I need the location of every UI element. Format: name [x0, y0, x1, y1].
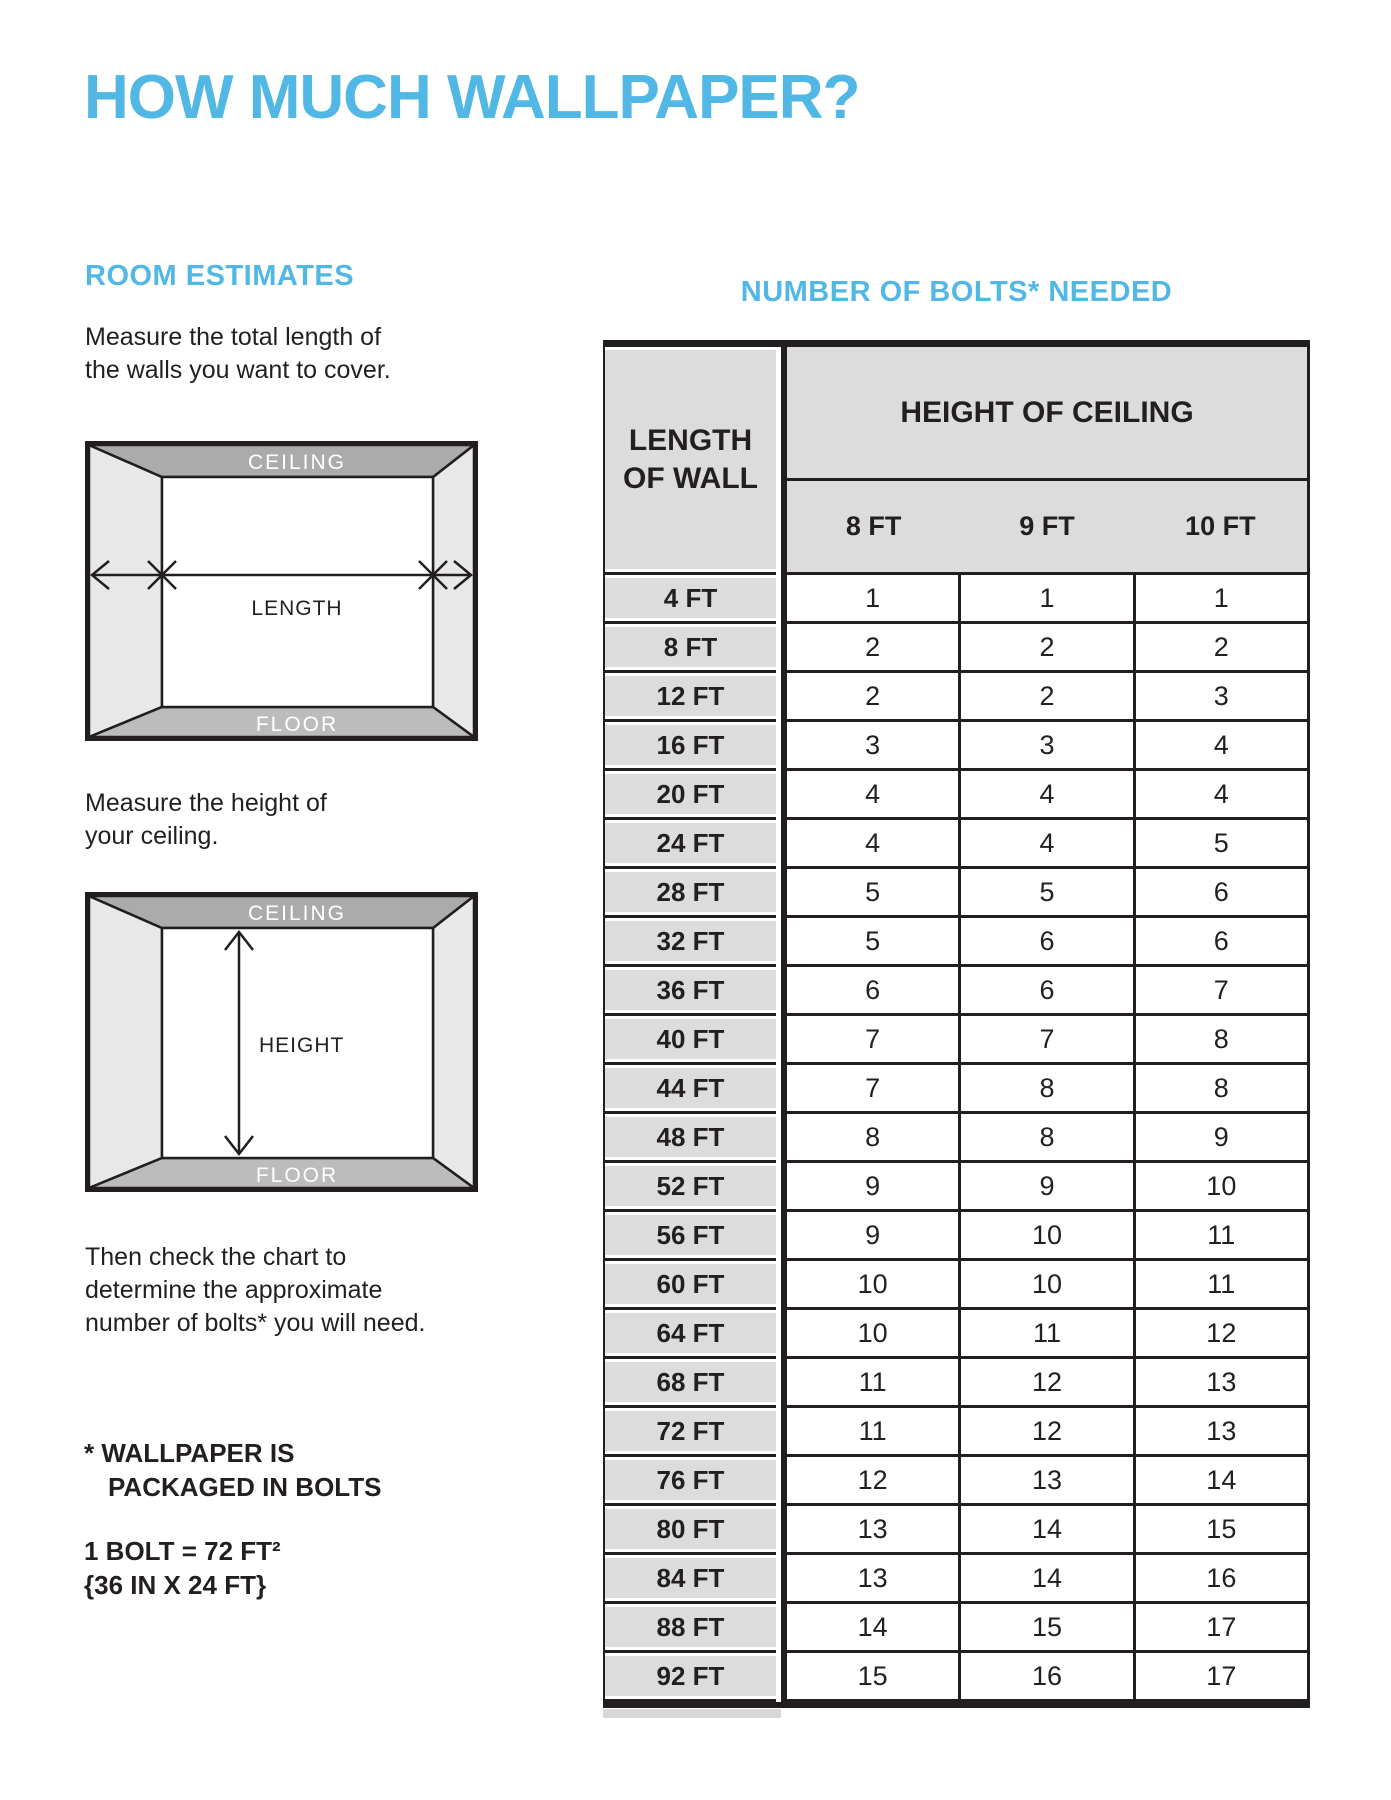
floor-label: FLOOR [255, 713, 339, 736]
footnote-wallpaper-bolts [84, 1436, 381, 1504]
bolt-count-cell: 16 [958, 1653, 1132, 1702]
table-row [603, 624, 1307, 673]
bolt-count-cell: 9 [1133, 1114, 1307, 1163]
column-header-9ft: 9 FT [960, 481, 1133, 575]
bolt-count-cell: 17 [1133, 1653, 1307, 1702]
row-length-label: 52 FT [603, 1163, 776, 1212]
row-length-label: 24 FT [603, 820, 776, 869]
bolt-count-cell: 4 [1133, 722, 1307, 771]
row-length-label: 64 FT [603, 1310, 776, 1359]
table-row [603, 1163, 1307, 1212]
table-row [603, 1310, 1307, 1359]
row-length-label: 12 FT [603, 673, 776, 722]
bolt-count-cell: 17 [1133, 1604, 1307, 1653]
row-length-label: 68 FT [603, 1359, 776, 1408]
table-heading-bolts-needed: NUMBER OF BOLTS* NEEDED [740, 276, 1173, 308]
row-length-label: 72 FT [603, 1408, 776, 1457]
bolt-count-cell: 14 [787, 1604, 958, 1653]
table-row [603, 967, 1307, 1016]
room-diagram-height [85, 892, 478, 1192]
bolt-count-cell: 12 [958, 1359, 1132, 1408]
footnote-line: PACKAGED IN BOLTS [108, 1472, 382, 1502]
bolt-count-cell: 15 [787, 1653, 958, 1702]
table-row [603, 1359, 1307, 1408]
bolt-count-cell: 11 [958, 1310, 1132, 1359]
bolt-count-cell: 3 [1133, 673, 1307, 722]
bolt-count-cell: 9 [787, 1212, 958, 1261]
bolt-count-cell: 11 [787, 1408, 958, 1457]
bolt-count-cell: 14 [958, 1555, 1132, 1604]
height-of-ceiling-header: HEIGHT OF CEILING [787, 347, 1307, 481]
bolt-count-cell: 5 [1133, 820, 1307, 869]
paragraph-line: the walls you want to cover. [85, 356, 391, 384]
ceiling-label: CEILING [247, 451, 347, 474]
bolt-count-cell: 3 [958, 722, 1132, 771]
length-of-wall-header [603, 347, 776, 575]
row-length-label: 80 FT [603, 1506, 776, 1555]
bolt-count-cell: 13 [958, 1457, 1132, 1506]
bolt-count-cell: 10 [958, 1212, 1132, 1261]
row-length-label: 20 FT [603, 771, 776, 820]
table-bottom-shadow [603, 1709, 781, 1718]
paragraph-measure-length [85, 321, 391, 387]
bolt-count-cell: 7 [958, 1016, 1132, 1065]
bolt-count-cell: 14 [1133, 1457, 1307, 1506]
bolt-count-cell: 1 [1133, 575, 1307, 624]
paragraph-check-chart [85, 1241, 425, 1340]
bolt-count-cell: 9 [787, 1163, 958, 1212]
row-length-label: 40 FT [603, 1016, 776, 1065]
bolt-count-cell: 13 [787, 1555, 958, 1604]
bolt-count-cell: 4 [958, 771, 1132, 820]
column-header-10ft: 10 FT [1134, 481, 1307, 575]
bolt-count-cell: 8 [787, 1114, 958, 1163]
bolt-count-cell: 2 [1133, 624, 1307, 673]
length-label: LENGTH [251, 597, 343, 620]
page-title: HOW MUCH WALLPAPER? [84, 63, 860, 132]
bolt-count-cell: 8 [1133, 1016, 1307, 1065]
footnote-text: WALLPAPER IS [101, 1438, 295, 1468]
table-row [603, 1555, 1307, 1604]
bolt-count-cell: 15 [1133, 1506, 1307, 1555]
column-header-8ft: 8 FT [787, 481, 960, 575]
table-row [603, 1457, 1307, 1506]
row-length-label: 84 FT [603, 1555, 776, 1604]
bolt-count-cell: 10 [787, 1310, 958, 1359]
bolt-count-cell: 8 [1133, 1065, 1307, 1114]
bolt-count-cell: 5 [787, 869, 958, 918]
bolt-count-cell: 13 [787, 1506, 958, 1555]
row-length-label: 32 FT [603, 918, 776, 967]
row-length-label: 76 FT [603, 1457, 776, 1506]
bolt-spec-line: 1 BOLT = 72 FT² [84, 1536, 281, 1566]
paragraph-line: your ceiling. [85, 822, 219, 850]
table-row [603, 1065, 1307, 1114]
row-length-label: 16 FT [603, 722, 776, 771]
paragraph-line: Measure the height of [85, 789, 327, 817]
bolts-table [603, 340, 1310, 1708]
bolt-count-cell: 2 [787, 673, 958, 722]
bolt-count-cell: 12 [1133, 1310, 1307, 1359]
bolt-count-cell: 13 [1133, 1408, 1307, 1457]
bolt-count-cell: 2 [958, 624, 1132, 673]
right-wall [433, 445, 474, 737]
row-length-label: 8 FT [603, 624, 776, 673]
row-length-label: 44 FT [603, 1065, 776, 1114]
table-row [603, 918, 1307, 967]
bolt-count-cell: 12 [787, 1457, 958, 1506]
header-line: LENGTH [628, 423, 753, 457]
height-label: HEIGHT [259, 1034, 345, 1057]
left-wall [89, 445, 162, 737]
table-row [603, 722, 1307, 771]
table-row [603, 1261, 1307, 1310]
bolt-count-cell: 16 [1133, 1555, 1307, 1604]
row-length-label: 4 FT [603, 575, 776, 624]
bolt-spec-line: {36 IN X 24 FT} [84, 1570, 267, 1600]
left-wall [89, 896, 162, 1188]
bolt-count-cell: 10 [958, 1261, 1132, 1310]
table-header [603, 347, 1307, 575]
bolt-count-cell: 8 [958, 1065, 1132, 1114]
bolt-count-cell: 1 [958, 575, 1132, 624]
bolt-count-cell: 6 [1133, 918, 1307, 967]
floor-label: FLOOR [255, 1164, 339, 1187]
paragraph-line: Then check the chart to [85, 1243, 347, 1271]
bolts-table-body [603, 575, 1307, 1702]
room-diagram-length [85, 441, 478, 741]
bolt-count-cell: 1 [787, 575, 958, 624]
paragraph-measure-height [85, 787, 327, 853]
bolt-count-cell: 4 [787, 820, 958, 869]
row-length-label: 56 FT [603, 1212, 776, 1261]
bolt-count-cell: 2 [958, 673, 1132, 722]
table-row [603, 673, 1307, 722]
bolt-count-cell: 4 [1133, 771, 1307, 820]
bolt-count-cell: 15 [958, 1604, 1132, 1653]
bolt-count-cell: 9 [958, 1163, 1132, 1212]
row-length-label: 28 FT [603, 869, 776, 918]
bolt-count-cell: 5 [787, 918, 958, 967]
bolt-count-cell: 11 [787, 1359, 958, 1408]
bolt-count-cell: 2 [787, 624, 958, 673]
bolt-count-cell: 6 [958, 967, 1132, 1016]
table-row [603, 1016, 1307, 1065]
bolt-count-cell: 7 [787, 1065, 958, 1114]
paragraph-line: determine the approximate [85, 1276, 383, 1304]
row-length-label: 92 FT [603, 1653, 776, 1702]
bolt-count-cell: 14 [958, 1506, 1132, 1555]
table-row [603, 1604, 1307, 1653]
bolt-count-cell: 11 [1133, 1212, 1307, 1261]
ceiling-subheader-row [787, 481, 1307, 575]
bolt-count-cell: 10 [787, 1261, 958, 1310]
header-line: OF WALL [623, 461, 758, 495]
table-row [603, 1212, 1307, 1261]
footnote-line [84, 1436, 381, 1470]
table-row [603, 1114, 1307, 1163]
table-row [603, 575, 1307, 624]
paragraph-line: Measure the total length of [85, 323, 382, 351]
row-length-label: 36 FT [603, 967, 776, 1016]
row-length-label: 60 FT [603, 1261, 776, 1310]
bolt-count-cell: 7 [1133, 967, 1307, 1016]
bolt-count-cell: 4 [787, 771, 958, 820]
bolt-count-cell: 3 [787, 722, 958, 771]
asterisk: * [84, 1438, 95, 1468]
row-length-label: 88 FT [603, 1604, 776, 1653]
right-wall [433, 896, 474, 1188]
bolt-count-cell: 5 [958, 869, 1132, 918]
bolt-count-cell: 11 [1133, 1261, 1307, 1310]
ceiling-header-block [787, 347, 1307, 575]
row-length-label: 48 FT [603, 1114, 776, 1163]
bolt-count-cell: 7 [787, 1016, 958, 1065]
bolt-size-spec [84, 1534, 281, 1602]
table-row [603, 820, 1307, 869]
bolt-count-cell: 8 [958, 1114, 1132, 1163]
table-row [603, 1653, 1307, 1702]
bolt-count-cell: 10 [1133, 1163, 1307, 1212]
bolt-count-cell: 12 [958, 1408, 1132, 1457]
bolt-count-cell: 6 [958, 918, 1132, 967]
paragraph-line: number of bolts* you will need. [85, 1309, 426, 1337]
section-heading-room-estimates: ROOM ESTIMATES [85, 260, 355, 292]
back-wall [162, 477, 433, 707]
ceiling-label: CEILING [247, 902, 347, 925]
table-row [603, 1506, 1307, 1555]
bolt-count-cell: 6 [787, 967, 958, 1016]
table-row [603, 1408, 1307, 1457]
bolt-count-cell: 13 [1133, 1359, 1307, 1408]
table-row [603, 869, 1307, 918]
bolt-count-cell: 6 [1133, 869, 1307, 918]
table-row [603, 771, 1307, 820]
bolt-count-cell: 4 [958, 820, 1132, 869]
